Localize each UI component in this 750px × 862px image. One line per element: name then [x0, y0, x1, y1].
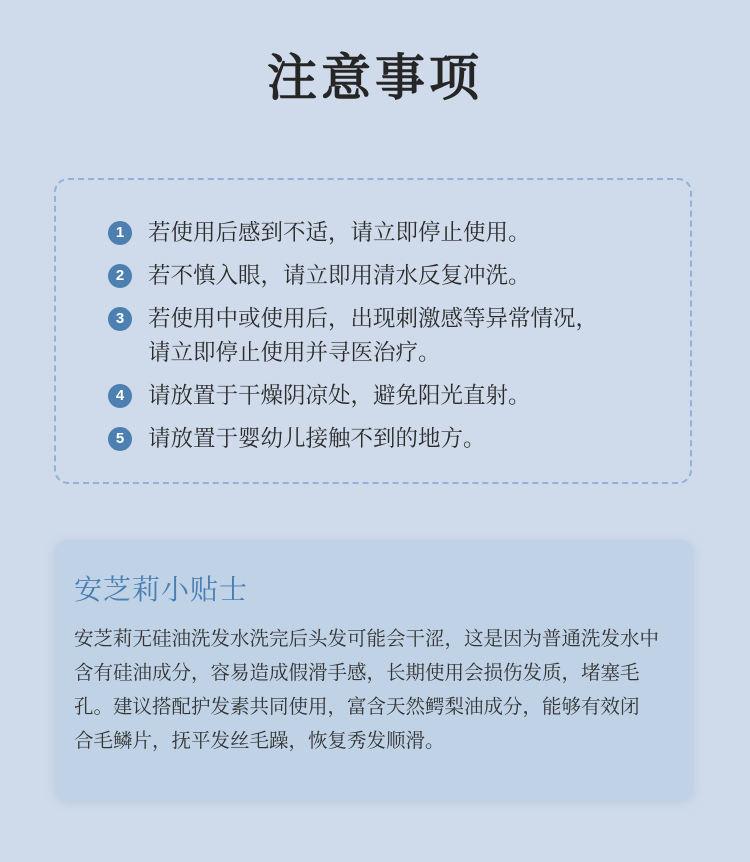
notice-box — [54, 178, 692, 484]
circled-number-5-icon: 5 — [108, 427, 132, 451]
notice-item — [108, 216, 598, 250]
notice-item — [108, 422, 598, 456]
circled-number-3-icon: 3 — [108, 307, 132, 331]
tips-title: 安芝莉小贴士 — [74, 573, 249, 606]
notice-item — [108, 302, 598, 370]
notice-text: 若使用中或使用后，出现刺激感等异常情况， 请立即停止使用并寻医治疗。 — [148, 306, 599, 366]
notice-text: 请放置于婴幼儿接触不到的地方。 — [148, 426, 486, 452]
page-title: 注意事项 — [267, 49, 483, 107]
circled-number-4-icon: 4 — [108, 384, 132, 408]
notice-list — [108, 216, 598, 465]
circled-number-1-icon: 1 — [108, 221, 132, 245]
tips-body: 安芝莉无硅油洗发水洗完后头发可能会干涩，这是因为普通洗发水中 含有硅油成分，容易造成假滑手感，长期使用会损伤发质，堵塞毛 孔。建议搭配护发素共同使用，富含天然鳄梨油成分，能够有效闭 合毛鳞片，抚平发丝毛躁，恢复秀发顺滑。 — [74, 627, 660, 752]
notice-text: 请放置于干燥阴凉处，避免阳光直射。 — [148, 383, 531, 409]
notice-item — [108, 259, 598, 293]
notice-text: 若使用后感到不适，请立即停止使用。 — [148, 220, 531, 246]
notice-item — [108, 379, 598, 413]
circled-number-2-icon: 2 — [108, 264, 132, 288]
tips-box — [55, 540, 693, 800]
notice-text: 若不慎入眼，请立即用清水反复冲洗。 — [148, 263, 531, 289]
